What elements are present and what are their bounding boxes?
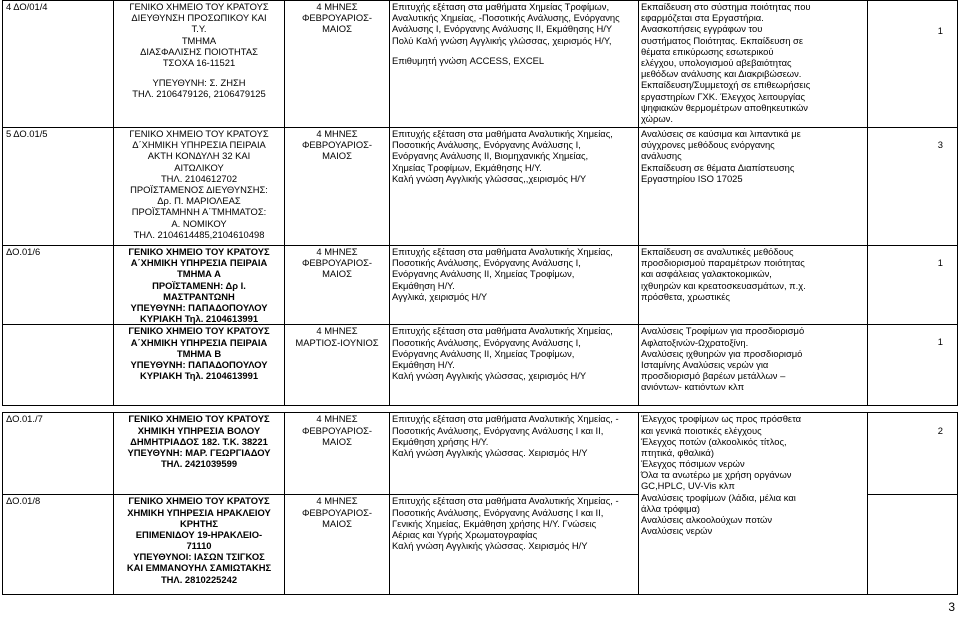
table-row <box>3 1 958 128</box>
requirements: Επιτυχής εξέταση στα μαθήματα Αναλυτικής Χημείας, Ποσοτικής Ανάλυσης, Ενόργανης Ανάλυσης Ι, Ενόργανης Ανάλυσης ΙΙ, Χημείας Τροφίμων, Εκμάθηση Η/Υ. Καλή γνώση Αγγλικής γλώσσας, χειρισμός Η/Υ <box>390 325 639 406</box>
table-row <box>3 413 958 495</box>
duration: 4 ΜΗΝΕΣ ΦΕΒΡΟΥΑΡΙΟΣ- ΜΑΙΟΣ <box>285 495 390 595</box>
training-description: Εκπαίδευση στο σύστημα ποιότητας που εφαρμόζεται στα Εργαστήρια. Ανασκοπήσεις εγγράφων του συστήματος Ποιότητας. Εκπαίδευση σε θέματα επικύρωσης εσωτερικού ελέγχου, υπολογισμού αβεβαιότητας μεθόδων ανάλυσης και Διακριβώσεων. Εκπαίδευση/Συμμετοχή σε επιθεωρήσεις εργαστηρίων ΓΧΚ. Έλεγχος λειτουργίας ψηφιακών θερμομέτρων αποθηκευτικών χώρων. <box>639 1 868 128</box>
duration: 4 ΜΗΝΕΣ ΦΕΒΡΟΥΑΡΙΟΣ- ΜΑΙΟΣ <box>285 246 390 325</box>
positions-count: 2 <box>868 413 958 495</box>
lab-details: ΓΕΝΙΚΟ ΧΗΜΕΙΟ ΤΟΥ ΚΡΑΤΟΥΣ ΧΗΜΙΚΗ ΥΠΗΡΕΣΙΑ ΒΟΛΟΥ ΔΗΜΗΤΡΙΑΔΟΣ 182. Τ.Κ. 38221 ΥΠΕΥΘΥΝΗ: ΜΑΡ. ΓΕΩΡΓΙΑΔΟΥ ΤΗΛ. 2421039599 <box>114 413 285 495</box>
lab-details: ΓΕΝΙΚΟ ΧΗΜΕΙΟ ΤΟΥ ΚΡΑΤΟΥΣ Α΄ΧΗΜΙΚΗ ΥΠΗΡΕΣΙΑ ΠΕΙΡΑΙΑ ΤΜΗΜΑ Β ΥΠΕΥΘΥΝΗ: ΠΑΠΑΔΟΠΟΥΛΟΥ ΚΥΡΙΑΚΗ Τηλ. 2104613991 <box>114 325 285 406</box>
position-code: 4 ΔΟ/01/4 <box>3 1 114 128</box>
table-row <box>3 128 958 246</box>
positions-count: 1 <box>868 246 958 325</box>
table-row <box>3 246 958 325</box>
internship-table <box>2 0 958 595</box>
position-code: ΔΟ.01/6 <box>3 246 114 325</box>
duration: 4 ΜΗΝΕΣ ΦΕΒΡΟΥΑΡΙΟΣ- ΜΑΙΟΣ <box>285 128 390 246</box>
row-gap <box>3 406 958 413</box>
table-row <box>3 325 958 406</box>
position-code: ΔΟ.01/8 <box>3 495 114 595</box>
positions-count <box>868 495 958 595</box>
page-number: 3 <box>948 600 955 614</box>
duration: 4 ΜΗΝΕΣ ΦΕΒΡΟΥΑΡΙΟΣ- ΜΑΙΟΣ <box>285 413 390 495</box>
lab-details: ΓΕΝΙΚΟ ΧΗΜΕΙΟ ΤΟΥ ΚΡΑΤΟΥΣ Δ΄ΧΗΜΙΚΗ ΥΠΗΡΕΣΙΑ ΠΕΙΡΑΙΑ ΑΚΤΗ ΚΟΝΔΥΛΗ 32 ΚΑΙ ΑΙΤΩΛΙΚΟΥ ΤΗΛ. 2104612702 ΠΡΟΪΣΤΑΜΕΝΟΣ ΔΙΕΥΘΥΝΣΗΣ: Δρ. Π. ΜΑΡΙΟΛΕΑΣ ΠΡΟΪΣΤΑΜΗΝΗ Α΄ΤΜΗΜΑΤΟΣ: Α. ΝΟΜΙΚΟΥ ΤΗΛ. 2104614485,2104610498 <box>114 128 285 246</box>
position-code: ΔΟ.01./7 <box>3 413 114 495</box>
requirements: Επιτυχής εξέταση στα μαθήματα Αναλυτικής Χημείας, - Ποσοτικής Ανάλυσης, Ενόργανης Ανάλυσης Ι και ΙΙ, Εκμάθηση χρήσης Η/Υ. Καλή γνώση Αγγλικής γλώσσας. Χειρισμός Η/Υ <box>390 413 639 495</box>
positions-count: 1 <box>868 325 958 406</box>
training-description: Εκπαίδευση σε αναλυτικές μεθόδους προσδιορισμού παραμέτρων ποιότητας και ασφάλειας γαλακτοκομικών, ιχθυηρών και κρεατοσκευασμάτων, π.χ. πρόσθετα, χρωστικές <box>639 246 868 325</box>
lab-details: ΓΕΝΙΚΟ ΧΗΜΕΙΟ ΤΟΥ ΚΡΑΤΟΥΣ ΔΙΕΥΘΥΝΣΗ ΠΡΟΣΩΠΙΚΟΥ ΚΑΙ Τ.Υ. ΤΜΗΜΑ ΔΙΑΣΦΑΛΙΣΗΣ ΠΟΙΟΤΗΤΑΣ ΤΣΟΧΑ 16-11521 ΥΠΕΥΘΥΝΗ: Σ. ΖΗΣΗ ΤΗΛ. 2106479126, 2106479125 <box>114 1 285 128</box>
positions-count: 3 <box>868 128 958 246</box>
lab-details: ΓΕΝΙΚΟ ΧΗΜΕΙΟ ΤΟΥ ΚΡΑΤΟΥΣ Α΄ΧΗΜΙΚΗ ΥΠΗΡΕΣΙΑ ΠΕΙΡΑΙΑ ΤΜΗΜΑ Α ΠΡΟΪΣΤΑΜΕΝΗ: Δρ Ι. ΜΑΣΤΡΑΝΤΩΝΗ ΥΠΕΥΘΥΝΗ: ΠΑΠΑΔΟΠΟΥΛΟΥ ΚΥΡΙΑΚΗ Τηλ. 2104613991 <box>114 246 285 325</box>
position-code: 5 ΔΟ.01/5 <box>3 128 114 246</box>
requirements: Επιτυχής εξέταση στα μαθήματα Αναλυτικής Χημείας, Ποσοτικής Ανάλυσης, Ενόργανης Ανάλυσης Ι, Ενόργανης Ανάλυσης ΙΙ, Βιομηχανικής Χημείας, Χημείας Τροφίμων, Εκμάθησης Η/Υ. Καλή γνώση Αγγλικής γλώσσας,,χειρισμός Η/Υ <box>390 128 639 246</box>
training-description: Αναλύσεις Τροφίμων για προσδιορισμό Αφλατοξινών-Ωχρατοξίνη. Αναλύσεις ιχθυηρών για προσδιορισμό Ισταμίνης Αναλύσεις νερών για προσδιορισμό βαρέων μετάλλων – ανιόντων- κατιόντων κλπ <box>639 325 868 406</box>
training-description-shared: Έλεγχος τροφίμων ως προς πρόσθετα και γενικά ποιοτικές ελέγχους Έλεγχος ποτών (αλκοολικός τίτλος, πτητικά, φθαλικά) Έλεγχος πόσιμων νερών Όλα τα ανωτέρω με χρήση οργάνων GC,HPLC, UV-Vis κλπ Αναλύσεις τροφίμων (λάδια, μέλια και άλλα τρόφιμα) Αναλύσεις αλκοολούχων ποτών Αναλύσεις νερών <box>639 413 868 595</box>
requirements: Επιτυχής εξέταση στα μαθήματα Αναλυτικής Χημείας, Ποσοτικής Ανάλυσης, Ενόργανης Ανάλυσης Ι, Ενόργανης Ανάλυσης ΙΙ, Χημείας Τροφίμων, Εκμάθηση Η/Υ. Αγγλικά, χειρισμός Η/Υ <box>390 246 639 325</box>
training-description: Αναλύσεις σε καύσιμα και λιπαντικά με σύγχρονες μεθόδους ενόργανης ανάλυσης Εκπαίδευση σε θέματα Διαπίστευσης Εργαστηρίου ISO 17025 <box>639 128 868 246</box>
lab-details: ΓΕΝΙΚΟ ΧΗΜΕΙΟ ΤΟΥ ΚΡΑΤΟΥΣ ΧΗΜΙΚΗ ΥΠΗΡΕΣΙΑ ΗΡΑΚΛΕΙΟΥ ΚΡΗΤΗΣ ΕΠΙΜΕΝΙΔΟΥ 19-ΗΡΑΚΛΕΙΟ- 71110 ΥΠΕΥΘΥΝΟΙ: ΙΑΣΩΝ ΤΣΙΓΚΟΣ ΚΑΙ ΕΜΜΑΝΟΥΗΛ ΣΑΜΙΩΤΑΚΗΣ ΤΗΛ. 2810225242 <box>114 495 285 595</box>
requirements: Επιτυχής εξέταση στα μαθήματα Αναλυτικής Χημείας, - Ποσοτικής Ανάλυσης, Ενόργανης Ανάλυσης Ι και ΙΙ, Γενικής Χημείας, Εκμάθηση χρήσης Η/Υ. Γνώσεις Αέριας και Υγρής Χρωματογραφίας Καλή γνώση Αγγλικής γλώσσας. Χειρισμός Η/Υ <box>390 495 639 595</box>
positions-count: 1 <box>868 1 958 128</box>
position-code <box>3 325 114 406</box>
duration: 4 ΜΗΝΕΣ ΦΕΒΡΟΥΑΡΙΟΣ- ΜΑΙΟΣ <box>285 1 390 128</box>
duration: 4 ΜΗΝΕΣ ΜΑΡΤΙΟΣ-ΙΟΥΝΙΟΣ <box>285 325 390 406</box>
requirements: Επιτυχής εξέταση στα μαθήματα Χημείας Τροφίμων, Αναλυτικής Χημείας, -Ποσοτικής Ανάλυσης, Ενόργανης Ανάλυσης Ι, Ενόργανης Ανάλυσης ΙΙ, Εκμάθησης Η/Υ Πολύ Καλή γνώση Αγγλικής γλώσσας, χειρισμός Η/Υ, Επιθυμητή γνώση ACCESS, EXCEL <box>390 1 639 128</box>
